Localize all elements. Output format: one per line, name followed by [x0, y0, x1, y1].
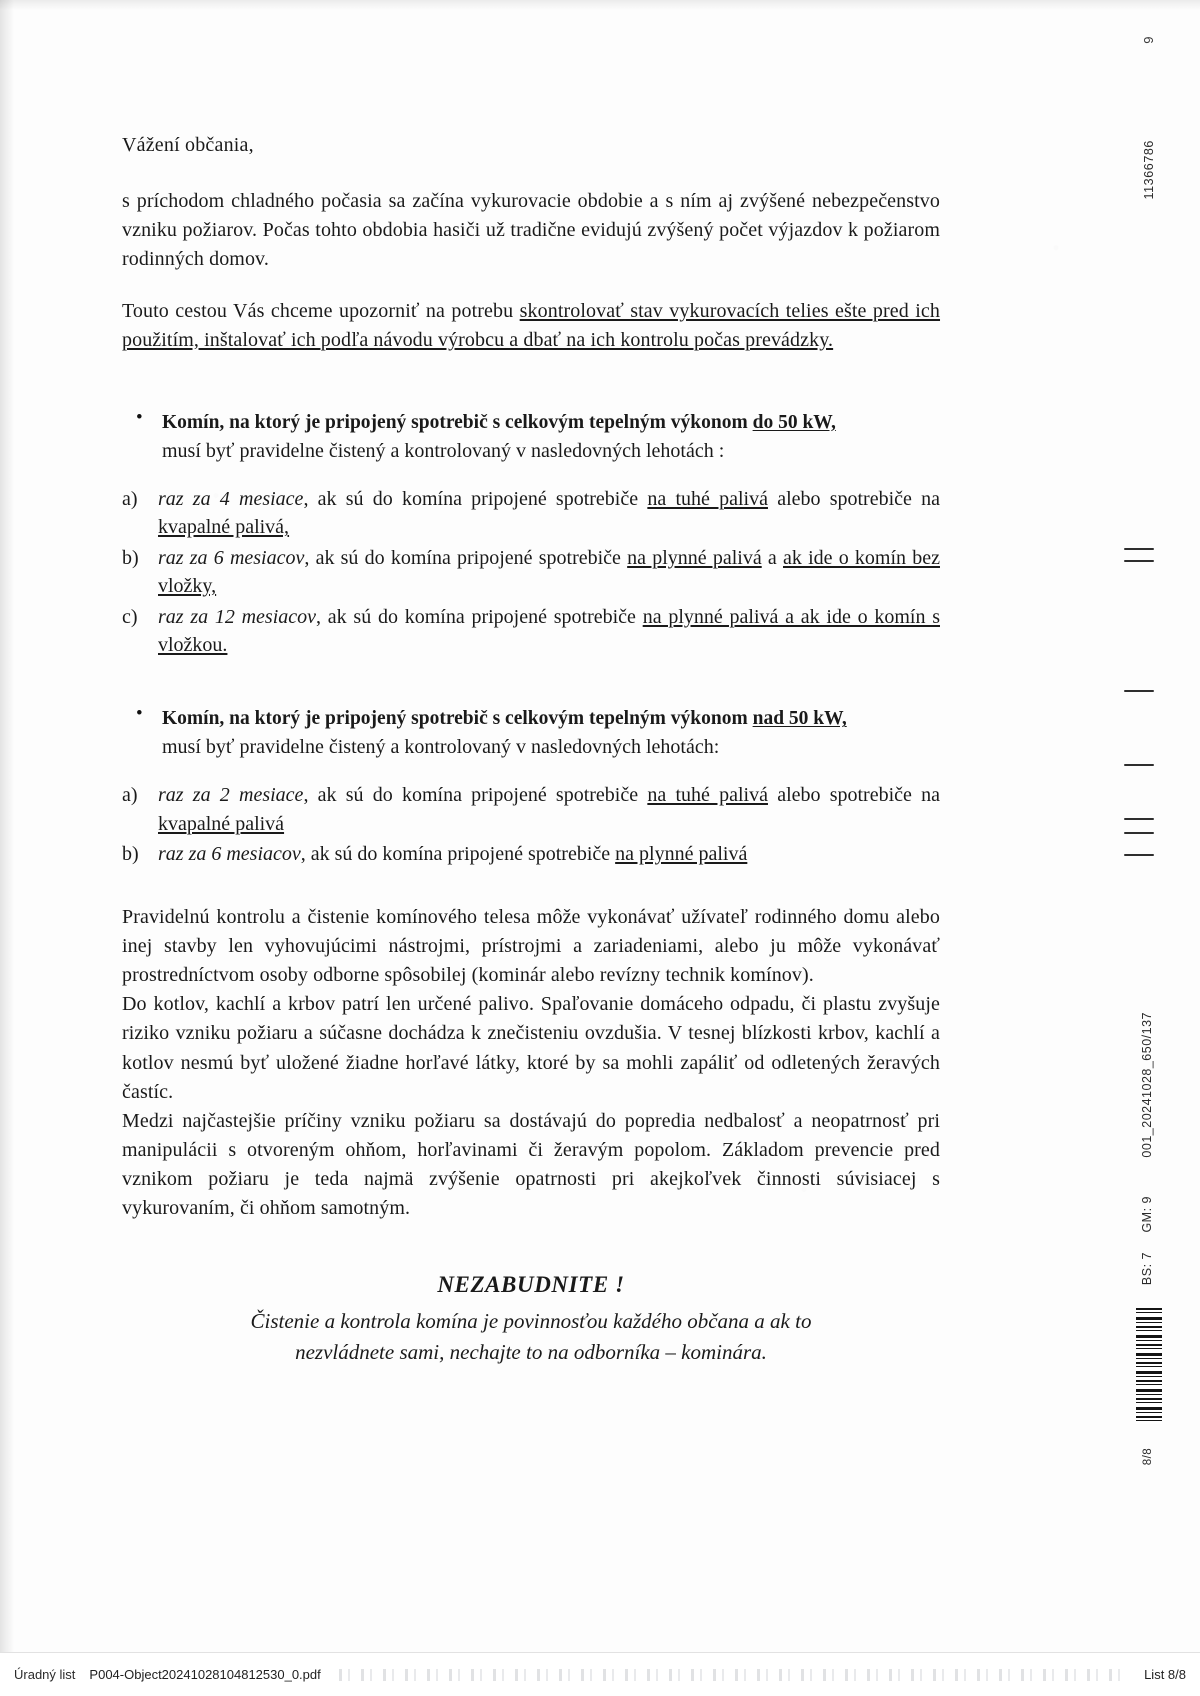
document-body [122, 134, 940, 1369]
footer-left-group [14, 1667, 321, 1682]
list-marker: a) [122, 488, 138, 511]
spacer [122, 465, 940, 485]
list-item-between: a [761, 546, 783, 569]
list-item-period: raz za 6 mesiacov [158, 546, 305, 569]
bullet-heading-emphasis: nad 50 kW, [752, 708, 847, 730]
spacer [122, 661, 940, 705]
bullet-item-under-50kw [122, 409, 940, 465]
list-item-underlined-first: na plynné palivá [627, 546, 762, 569]
document-reference-code: 001_20241028_650/137 [1140, 1012, 1154, 1158]
salutation: Vážení občania, [122, 134, 254, 156]
bullet-subtext: musí byť pravidelne čistený a kontrolovaný v nasledovných lehotách: [162, 736, 720, 759]
list-item-period: raz za 4 mesiace [158, 488, 304, 511]
spacer [122, 377, 940, 409]
list-item-middle: , ak sú do komína pripojené spotrebiče [303, 488, 648, 511]
notice-prefix: Touto cestou Vás chceme upozorniť na potrebu [122, 299, 520, 322]
viewer-footer-bar [0, 1652, 1200, 1696]
bullet-heading-emphasis: do 50 kW, [752, 411, 836, 433]
footer-document-type-label: Úradný list [14, 1667, 76, 1682]
bullet-heading-prefix: Komín, na ktorý je pripojený spotrebič s celkovým tepelným výkonom [162, 708, 753, 730]
list-item [122, 603, 940, 660]
list-item-between: alebo spotrebiče na [767, 784, 941, 807]
footer-scan-artifact [339, 1669, 1126, 1681]
intro-paragraph: s príchodom chladného počasia sa začína vykurovacie obdobie a s ním aj zvýšené nebezpečenstvo vzniku požiarov. Počas tohto obdobia hasiči už tradične evidujú zvýšený počet výjazdov k požiarom rodinných domov. [122, 190, 940, 271]
closing-line-1: Čistenie a kontrola komína je povinnosťou každého občana a ak to [250, 1308, 812, 1333]
list-item-underlined-first: na tuhé palivá [647, 488, 768, 511]
bullet-item-over-50kw [122, 705, 940, 761]
notice-paragraph [122, 297, 940, 355]
list-item-underlined-second: kvapalné palivá, [158, 516, 290, 539]
list-item-middle: , ak sú do komína pripojené spotrebiče [303, 784, 648, 807]
barcode [1136, 1308, 1162, 1424]
paragraph-fuel: Do kotlov, kachlí a krbov patrí len určené palivo. Spaľovanie domáceho odpadu, či plastu zvyšuje riziko vzniku požiaru a súčasne dochádza k znečisteniu ovzdušia. V tesnej blízkosti krbov, kachlí a kotlov nesmú byť uložené žiadne horľavé látky, ktoré by sa mohli zapáliť od odletených žeravých častíc. [122, 993, 940, 1103]
margin-mark [1124, 764, 1154, 766]
closing-title: NEZABUDNITE ! [437, 1271, 625, 1297]
list-item-underlined-second: kvapalné palivá [158, 812, 285, 835]
bullet-heading-prefix: Komín, na ktorý je pripojený spotrebič s celkovým tepelným výkonom [162, 411, 753, 433]
scan-edge-top [0, 0, 1200, 10]
document-gm-code: GM: 9 [1140, 1196, 1154, 1233]
margin-mark [1124, 832, 1154, 834]
margin-mark [1124, 818, 1154, 820]
list-item-underlined-second: ak ide o komín bez vložky, [158, 546, 940, 598]
lettered-list-under-50kw [122, 485, 940, 659]
list-item-underlined-first: na plynné palivá a ak ide o komín s vložkou. [158, 605, 940, 656]
document-sheet-indicator: 8/8 [1142, 1448, 1154, 1466]
margin-mark [1124, 690, 1154, 692]
document-serial-number: 11366786 [1142, 140, 1156, 200]
notice-underlined: skontrolovať stav vykurovacích telies ešte pred ich použitím, inštalovať ich podľa návodu výrobcu a dbať na ich kontrolu počas prevádzky. [122, 299, 941, 351]
list-item-middle: , ak sú do komína pripojené spotrebiče [304, 546, 628, 569]
list-item-middle: , ak sú do komína pripojené spotrebiče [316, 605, 643, 628]
closing-line-2: nezvládnete sami, nechajte to na odborníka – kominára. [295, 1340, 767, 1365]
footer-filename[interactable]: P004-Object20241028104812530_0.pdf [89, 1667, 321, 1682]
margin-mark [1124, 560, 1154, 562]
list-item-middle: , ak sú do komína pripojené spotrebiče [300, 843, 616, 866]
list-item [122, 781, 940, 838]
bullet-subtext: musí byť pravidelne čistený a kontrolovaný v nasledovných lehotách : [162, 439, 725, 462]
list-item [122, 544, 940, 601]
list-item-between: alebo spotrebiče na [767, 488, 941, 511]
list-item [122, 840, 940, 868]
list-item-underlined-first: na plynné palivá [615, 843, 748, 866]
scan-edge-left [0, 0, 14, 1652]
list-marker: b) [122, 843, 139, 866]
bullet-heading [162, 705, 940, 733]
document-bs-code: BS: 7 [1140, 1252, 1154, 1286]
spacer [122, 871, 940, 903]
chimney-rules-list-above [122, 705, 940, 761]
page-number: 9 [1141, 36, 1156, 44]
list-marker: b) [122, 546, 139, 569]
list-item-period: raz za 6 mesiacov [158, 843, 301, 866]
margin-mark [1124, 854, 1154, 856]
lettered-list-over-50kw [122, 781, 940, 868]
list-marker: c) [122, 605, 138, 628]
list-item-period: raz za 12 mesiacov [158, 605, 317, 628]
closing-block [122, 1272, 940, 1369]
list-marker: a) [122, 784, 138, 807]
footer-sheet-label: List 8/8 [1144, 1667, 1186, 1682]
paragraph-prevention: Medzi najčastejšie príčiny vzniku požiaru sa dostávajú do popredia nedbalosť a neopatrnosť pri manipulácii s otvoreným ohňom, horľavinami či žeravým popolom. Základom prevencie pred vznikom požiaru je teda najmä zvýšenie opatrnosti pri akejkoľvek činnosti súvisiacej s vykurovaním, či ohňom samotným. [122, 1109, 940, 1220]
list-item-underlined-first: na tuhé palivá [647, 784, 768, 807]
bullet-heading [162, 409, 940, 437]
spacer [122, 761, 940, 781]
list-item-period: raz za 2 mesiace [158, 784, 304, 807]
list-item [122, 485, 940, 542]
margin-mark [1124, 548, 1154, 550]
chimney-rules-list [122, 409, 940, 465]
paragraph-maintenance: Pravidelnú kontrolu a čistenie komínového telesa môže vykonávať užívateľ rodinného domu alebo inej stavby len vyhovujúcimi nástrojmi, prístrojmi a zariadeniami, alebo ju môže vykonávať prostredníctvom osoby odborne spôsobilej (kominár alebo revízny technik komínov). [122, 905, 940, 986]
